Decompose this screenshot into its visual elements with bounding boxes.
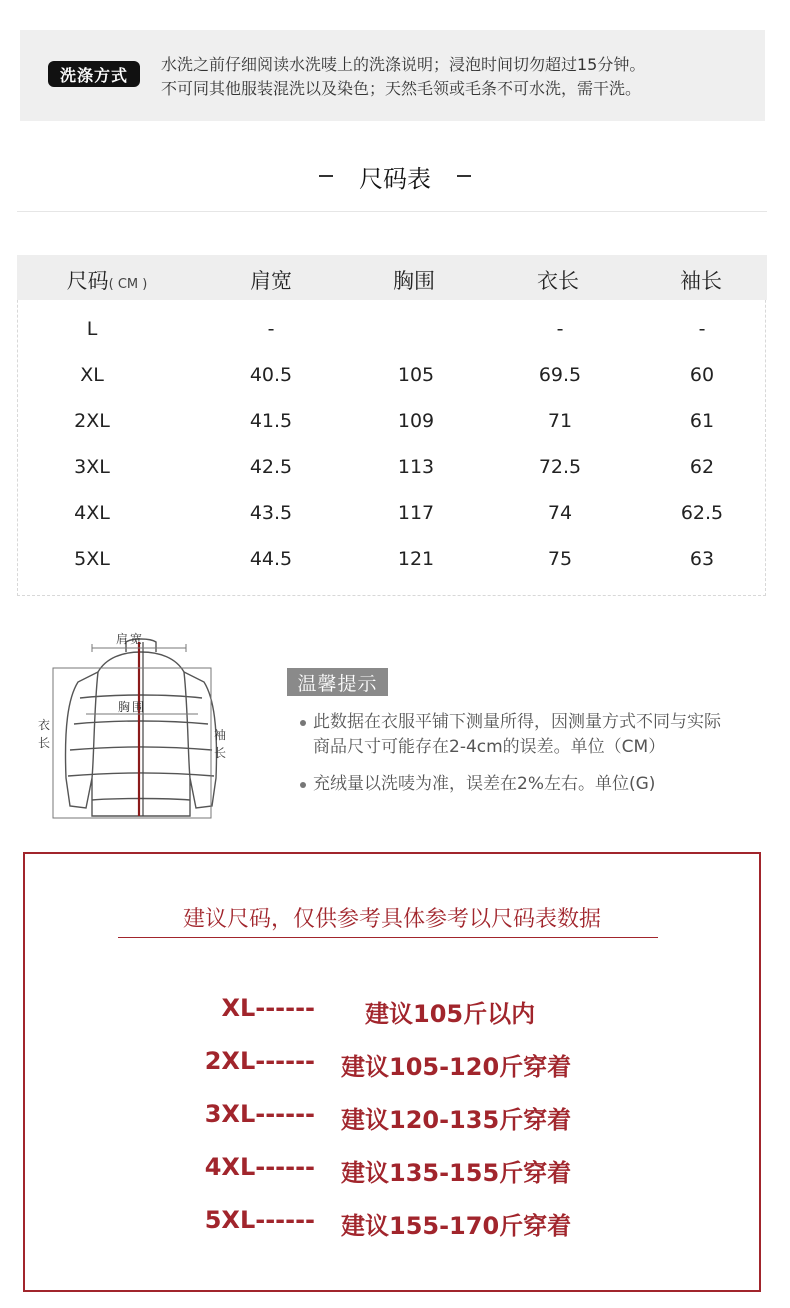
row-chest: 117 [397, 502, 435, 524]
recommend-text: 建议135-155斤穿着 [341, 1159, 572, 1187]
row-shoulder: 41.5 [249, 410, 293, 432]
title-dash-right [457, 175, 471, 177]
recommendation-divider [118, 937, 658, 938]
washing-text [161, 53, 645, 101]
row-shoulder: - [267, 318, 275, 340]
row-shoulder: 44.5 [249, 548, 293, 570]
row-size: XL [80, 364, 104, 386]
recommendation-heading: 建议尺码，仅供参考具体参考以尺码表数据 [182, 907, 601, 932]
tip-2-text: 充绒量以洗唛为准，误差在2%左右。单位(G) [313, 774, 656, 794]
row-sleeve: 62.5 [680, 502, 724, 524]
row-chest: 109 [397, 410, 435, 432]
row-length: 75 [547, 548, 573, 570]
tips-badge: 温馨提示 [287, 668, 388, 696]
row-length: 69.5 [538, 364, 582, 386]
recommend-size: 2XL------ [204, 1047, 315, 1075]
row-size: 3XL [74, 456, 110, 478]
washing-badge: 洗涤方式 [48, 61, 140, 87]
measurement-diagram [36, 628, 246, 828]
row-sleeve: - [698, 318, 706, 340]
row-shoulder: 40.5 [249, 364, 293, 386]
recommend-text: 建议120-135斤穿着 [341, 1106, 572, 1134]
recommend-text: 建议155-170斤穿着 [341, 1212, 572, 1240]
row-chest: 113 [397, 456, 435, 478]
diagram-label-sleeve-2: 长 [214, 746, 227, 760]
diagram-label-sleeve-1: 袖 [214, 728, 227, 742]
recommend-size: 5XL------ [204, 1206, 315, 1234]
recommend-size: 4XL------ [204, 1153, 315, 1181]
bullet-icon [300, 720, 306, 726]
washing-instructions [20, 30, 765, 121]
row-sleeve: 60 [689, 364, 715, 386]
diagram-label-chest: 胸围 [118, 700, 147, 714]
header-chest: 胸围 [393, 269, 435, 293]
row-chest: 121 [397, 548, 435, 570]
row-sleeve: 63 [689, 548, 715, 570]
recommend-text: 建议105-120斤穿着 [341, 1053, 572, 1081]
row-size: 5XL [74, 548, 110, 570]
row-length: 72.5 [538, 456, 582, 478]
bullet-icon [300, 782, 306, 788]
size-recommendation [23, 852, 761, 1292]
row-length: 74 [547, 502, 573, 524]
row-size: 2XL [74, 410, 110, 432]
recommend-text: 建议105斤以内 [365, 1000, 536, 1028]
diagram-label-shoulder: 肩宽 [116, 632, 145, 646]
diagram-label-length-1: 衣 [38, 718, 51, 732]
size-table [17, 255, 766, 596]
row-sleeve: 62 [689, 456, 715, 478]
header-size [67, 265, 148, 295]
tip-1 [300, 710, 721, 760]
row-shoulder: 43.5 [249, 502, 293, 524]
title-divider [17, 211, 767, 212]
row-shoulder: 42.5 [249, 456, 293, 478]
tip-2 [300, 772, 655, 797]
header-size-label: 尺码 [66, 269, 109, 293]
row-sleeve: 61 [689, 410, 715, 432]
row-length: - [556, 318, 564, 340]
header-shoulder: 肩宽 [250, 269, 292, 293]
title-dash-left [319, 175, 333, 177]
recommend-size: 3XL------ [204, 1100, 315, 1128]
row-size: 4XL [74, 502, 110, 524]
row-size: L [86, 318, 98, 340]
recommend-size: XL------ [221, 994, 315, 1022]
header-unit: ( CM ) [108, 277, 148, 292]
header-length: 衣长 [537, 269, 579, 293]
diagram-label-length-2: 长 [38, 736, 51, 750]
washing-line-1: 水洗之前仔细阅读水洗唛上的洗涤说明；浸泡时间切勿超过15分钟。 [161, 55, 646, 74]
row-chest: 105 [397, 364, 435, 386]
size-chart-title [0, 158, 790, 194]
washing-line-2: 不可同其他服装混洗以及染色；天然毛领或毛条不可水洗，需干洗。 [161, 79, 642, 98]
tip-1-line-2: 商品尺寸可能存在2-4cm的误差。单位（CM） [313, 737, 666, 757]
row-length: 71 [547, 410, 573, 432]
tip-1-line-1: 此数据在衣服平铺下测量所得，因测量方式不同与实际 [313, 712, 721, 732]
size-table-header [17, 255, 767, 300]
header-sleeve: 袖长 [680, 269, 722, 293]
size-chart-title-text: 尺码表 [359, 164, 431, 193]
